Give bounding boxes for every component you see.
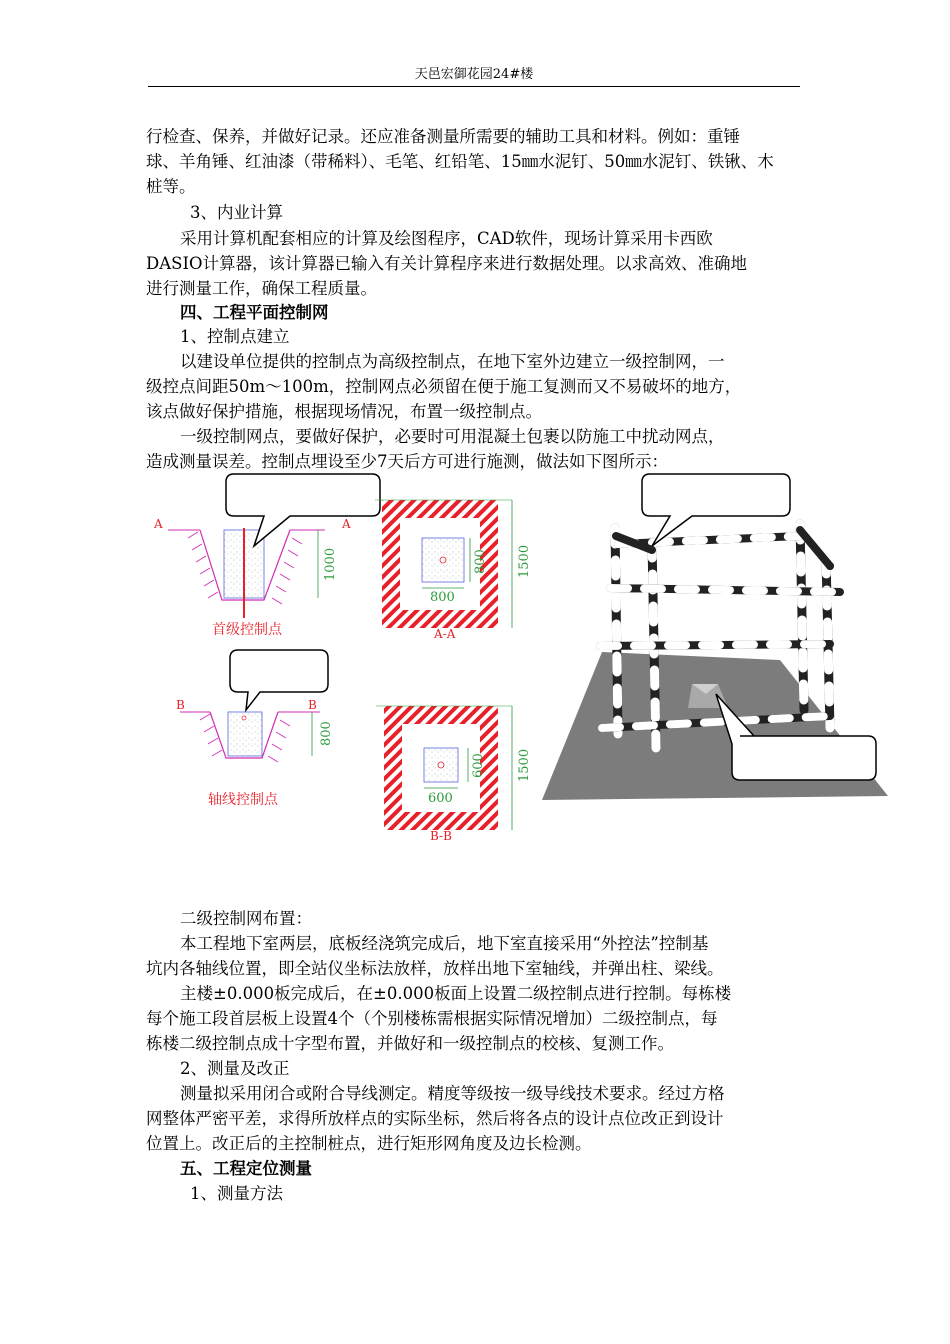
text-line: 每个施工段首层板上设置4个（个别楼栋需根据实际情况增加）二级控制点，每 bbox=[146, 1009, 718, 1028]
text-line: 采用计算机配套相应的计算及绘图程序，CAD软件，现场计算采用卡西欧 bbox=[180, 229, 713, 248]
text-line: 测量拟采用闭合或附合导线测定。精度等级按一级导线技术要求。经过方格 bbox=[180, 1084, 725, 1103]
text-line: 球、羊角锤、红油漆（带稀料）、毛笔、红铅笔、15㎜水泥钉、50㎜水泥钉、铁锹、木 bbox=[146, 152, 774, 171]
text-line: 桩等。 bbox=[146, 177, 196, 196]
text-line: 网整体严密平差，求得所放样点的实际坐标，然后将各点的设计点位改正到设计 bbox=[146, 1109, 724, 1128]
plan-view-b bbox=[376, 706, 532, 843]
caption-a-a: A-A bbox=[434, 627, 456, 641]
pit-section-b bbox=[176, 698, 334, 808]
page-header: 天邑宏御花园24#楼 bbox=[148, 66, 800, 87]
section-a-left-label: A bbox=[154, 517, 163, 531]
text-line: 位置上。改正后的主控制桩点，进行矩形网角度及边长检测。 bbox=[146, 1134, 592, 1153]
dim-800-b: 800 bbox=[319, 721, 334, 746]
pit-section-a bbox=[153, 517, 351, 638]
text-line: 造成测量误差。控制点埋设至少7天后方可进行施测，做法如下图所示： bbox=[146, 452, 668, 471]
text-line: 主楼±0.000板完成后，在±0.000板面上设置二级控制点进行控制。每栋楼 bbox=[180, 984, 732, 1003]
text-line: 二级控制网布置： bbox=[180, 909, 312, 928]
caption-b-b: B-B bbox=[430, 829, 452, 843]
primary-control-point-label: 首级控制点 bbox=[212, 622, 282, 638]
section-b-right-label: B bbox=[308, 698, 317, 712]
text-line: 栋楼二级控制点成十字型布置，并做好和一级控制点的校核、复测工作。 bbox=[146, 1034, 674, 1053]
dim-600-vertical: 600 bbox=[471, 753, 486, 778]
text-line: DASIO计算器，该计算器已输入有关计算程序来进行数据处理。以求高效、准确地 bbox=[146, 254, 747, 273]
dim-1500-b: 1500 bbox=[517, 748, 532, 782]
subheading-control-point: 1、控制点建立 bbox=[180, 327, 290, 346]
dim-600-horizontal: 600 bbox=[428, 791, 453, 806]
text-line: 一级控制网点，要做好保护，必要时可用混凝土包裹以防施工中扰动网点， bbox=[180, 427, 725, 446]
section-b-left-label: B bbox=[176, 698, 185, 712]
text-line: 坑内各轴线位置，即全站仪坐标法放样，放样出地下室轴线，并弹出柱、梁线。 bbox=[146, 959, 724, 978]
dim-800-vertical: 800 bbox=[473, 549, 488, 574]
section-a-right-label: A bbox=[342, 517, 351, 531]
text-line: 行检查、保养，并做好记录。还应准备测量所需要的辅助工具和材料。例如：重锤 bbox=[146, 127, 740, 146]
control-point-figure bbox=[140, 466, 900, 846]
text-line: 本工程地下室两层，底板经浇筑完成后，地下室直接采用“外控法”控制基 bbox=[180, 934, 709, 953]
section-heading-5: 五、工程定位测量 bbox=[180, 1159, 312, 1178]
subheading-method: 1、测量方法 bbox=[190, 1184, 283, 1203]
dim-1500-a: 1500 bbox=[517, 544, 532, 578]
text-line: 级控点间距50m～100m，控制网点必须留在便于施工复测而又不易破坏的地方， bbox=[146, 377, 742, 396]
subheading-calc: 3、内业计算 bbox=[190, 203, 283, 222]
text-line: 该点做好保护措施，根据现场情况，布置一级控制点。 bbox=[146, 402, 542, 421]
dim-1000: 1000 bbox=[323, 547, 338, 581]
dim-800-horizontal: 800 bbox=[430, 590, 455, 605]
subheading-measure-correct: 2、测量及改正 bbox=[180, 1059, 290, 1078]
text-line: 进行测量工作，确保工程质量。 bbox=[146, 279, 377, 298]
text-line: 以建设单位提供的控制点为高级控制点，在地下室外边建立一级控制网，一 bbox=[180, 352, 725, 371]
section-heading-4: 四、工程平面控制网 bbox=[180, 303, 329, 322]
plan-view-a bbox=[375, 500, 532, 641]
axis-control-point-label: 轴线控制点 bbox=[208, 792, 278, 808]
